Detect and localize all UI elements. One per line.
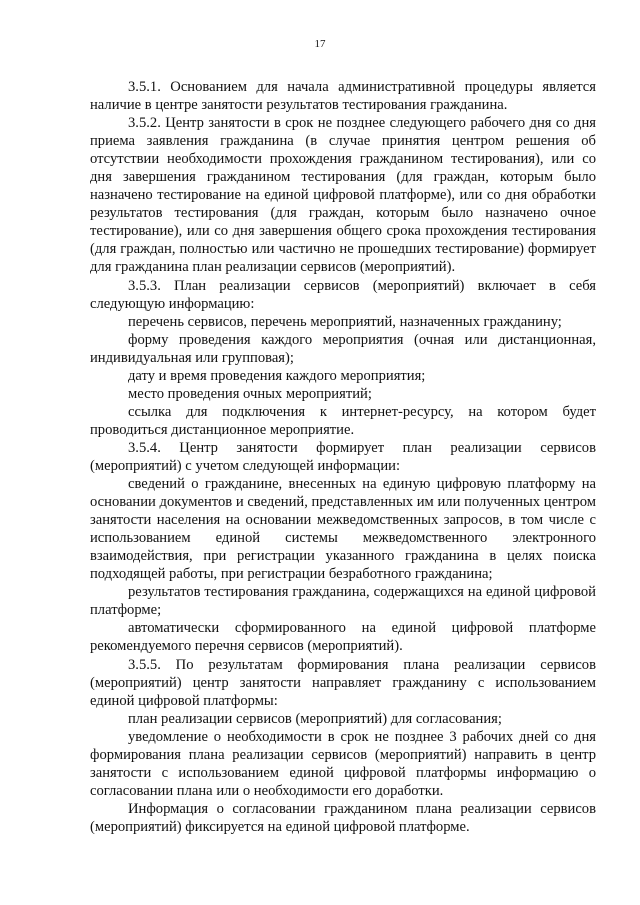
paragraph-3-5-4-b: результатов тестирования гражданина, содержащихся на единой цифровой платформе; <box>90 584 596 619</box>
paragraph-3-5-3-b: форму проведения каждого мероприятия (очная или дистанционная, индивидуальная или групповая); <box>90 331 596 366</box>
paragraph-3-5-3-e: ссылка для подключения к интернет-ресурсу, на котором будет проводиться дистанционное мероприятие. <box>90 403 596 438</box>
paragraph-3-5-5-b: уведомление о необходимости в срок не позднее 3 рабочих дней со дня формирования плана реализации сервисов (мероприятий) направить в центр занятости с использованием единой цифровой платформы информацию о согласовании плана или о необходимости его доработки. <box>90 728 596 799</box>
paragraph-3-5-3-c: дату и время проведения каждого мероприятия; <box>128 367 426 384</box>
paragraph-3-5-2: 3.5.2. Центр занятости в срок не позднее следующего рабочего дня со дня приема заявления гражданина (в случае принятия центром решения об отсутствии необходимости прохождения гражданином тестирования), или со дня завершения гражданином тестирования (для граждан, которым было назначено тестирование на единой цифровой платформе), или со дня обработки результатов тестирования (для граждан, которым было назначено очное тестирование), или со дня завершения общего срока прохождения тестирования (для граждан, полностью или частично не прошедших тестирование) формирует для гражданина план реализации сервисов (мероприятий). <box>90 115 596 276</box>
page-number: 17 <box>314 38 326 50</box>
paragraph-3-5-4-c: автоматически сформированного на единой цифровой платформе рекомендуемого перечня сервисов (мероприятий). <box>90 620 596 655</box>
paragraph-3-5-1: 3.5.1. Основанием для начала административной процедуры является наличие в центре занятости результатов тестирования гражданина. <box>90 79 596 114</box>
paragraph-3-5-4: 3.5.4. Центр занятости формирует план реализации сервисов (мероприятий) с учетом следующей информации: <box>90 439 596 474</box>
paragraph-3-5-3: 3.5.3. План реализации сервисов (мероприятий) включает в себя следующую информацию: <box>90 277 596 312</box>
paragraph-3-5-5-a: план реализации сервисов (мероприятий) для согласования; <box>128 710 502 727</box>
document-body <box>90 78 596 836</box>
paragraph-3-5-4-a: сведений о гражданине, внесенных на единую цифровую платформу на основании документов и сведений, представленных им или полученных центром занятости населения на основании межведомственных запросов, в том числе с использованием единой системы межведомственного электронного взаимодействия, при регистрации указанного гражданина в целях поиска подходящей работы, при регистрации безработного гражданина; <box>90 476 596 583</box>
paragraph-3-5-3-a: перечень сервисов, перечень мероприятий, назначенных гражданину; <box>128 313 562 330</box>
paragraph-3-5-5: 3.5.5. По результатам формирования плана реализации сервисов (мероприятий) центр занятости направляет гражданину с использованием единой цифровой платформы: <box>90 656 596 709</box>
paragraph-3-5-5-c: Информация о согласовании гражданином плана реализации сервисов (мероприятий) фиксируется на единой цифровой платформе. <box>90 800 596 835</box>
paragraph-3-5-3-d: место проведения очных мероприятий; <box>128 385 372 402</box>
